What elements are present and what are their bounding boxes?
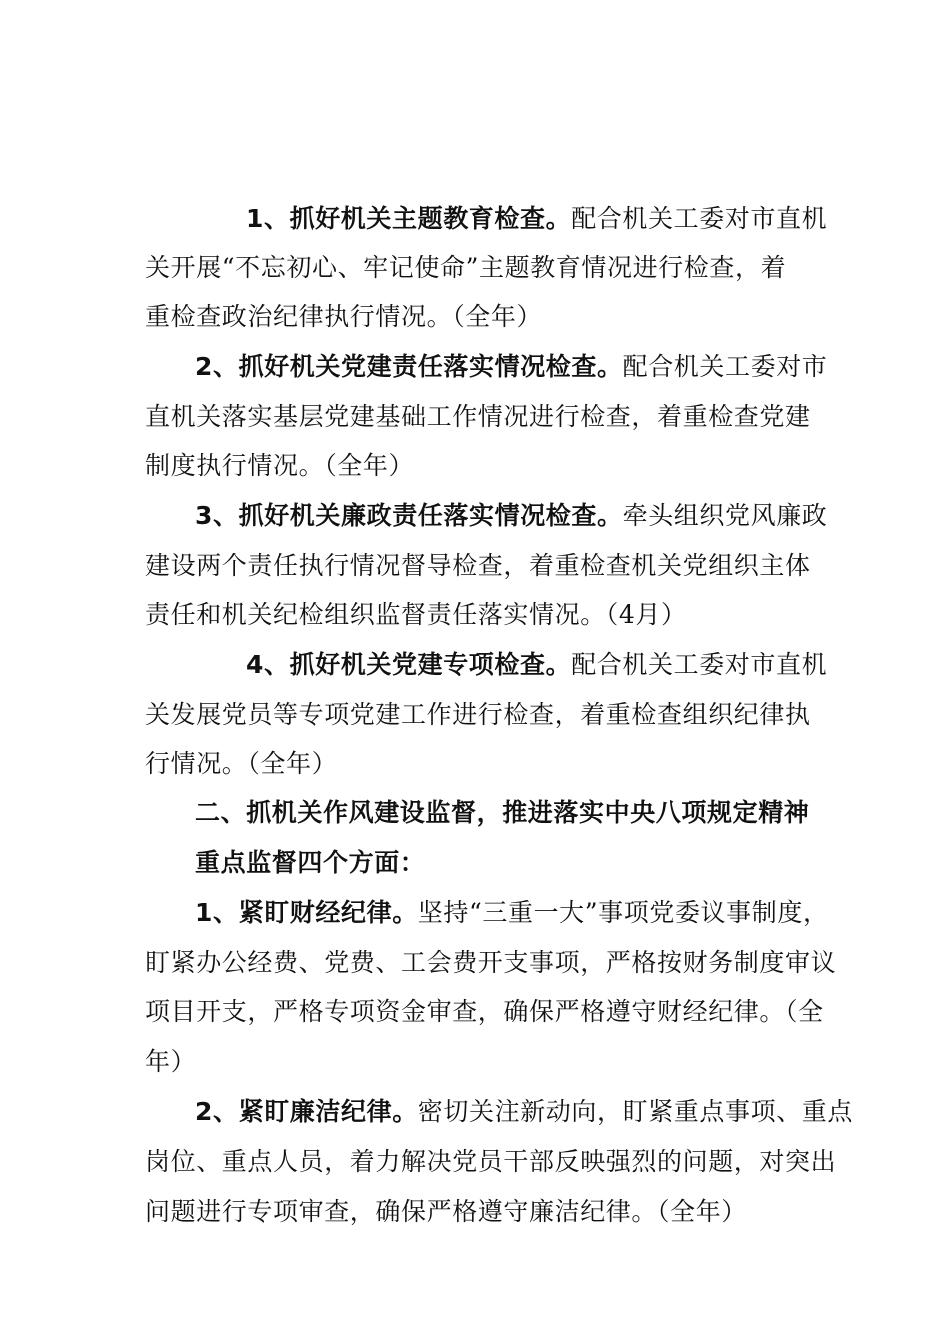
focus-2-text: 密切关注新动向，盯紧重点事项、重点 [417,1097,853,1126]
item-3-line-3: 责任和机关纪检组织监督责任落实情况。（4月） [145,600,687,629]
focus-1-line-3: 项目开支，严格专项资金审查，确保严格遵守财经纪律。（全 [145,997,824,1026]
item-2-title: 2、抓好机关党建责任落实情况检查。 [195,352,623,381]
focus-1-line-1 [195,898,829,928]
focus-2-title: 2、紧盯廉洁纪律。 [195,1097,418,1126]
item-4-text: 配合机关工委对市直机 [571,650,828,679]
item-1-line-1 [246,204,827,234]
section-2-subheading: 重点监督四个方面： [195,848,426,877]
item-1-line-2: 关开展“不忘初心、牢记使命”主题教育情况进行检查，着 [145,253,787,282]
focus-1-text: 坚持“三重一大”事项党委议事制度， [417,898,829,927]
item-3-title: 3、抓好机关廉政责任落实情况检查。 [195,501,623,530]
item-1-line-3: 重检查政治纪律执行情况。（全年） [145,302,543,331]
item-1-text: 配合机关工委对市直机 [571,204,828,233]
item-2-line-3: 制度执行情况。（全年） [145,451,415,480]
item-2-line-1 [195,352,827,382]
item-3-line-1 [195,501,827,531]
section-2-heading: 二、抓机关作风建设监督，推进落实中央八项规定精神 [195,798,810,827]
focus-1-line-2: 盯紧办公经费、党费、工会费开支事项，严格按财务制度审议 [145,948,837,977]
item-1-title: 1、抓好机关主题教育检查。 [246,204,572,233]
item-4-line-1 [246,650,827,680]
focus-2-line-2: 岗位、重点人员，着力解决党员干部反映强烈的问题，对突出 [145,1147,837,1176]
item-2-line-2: 直机关落实基层党建基础工作情况进行检查，着重检查党建 [145,402,811,431]
item-2-text: 配合机关工委对市 [622,352,828,381]
item-3-text: 牵头组织党风廉政 [622,501,828,530]
focus-2-line-3: 问题进行专项审查，确保严格遵守廉洁纪律。（全年） [145,1197,747,1226]
focus-1-title: 1、紧盯财经纪律。 [195,898,418,927]
focus-1-line-4: 年） [145,1047,197,1076]
item-4-line-2: 关发展党员等专项党建工作进行检查，着重检查组织纪律执 [145,700,811,729]
focus-2-line-1 [195,1097,853,1127]
item-4-line-3: 行情况。（全年） [145,749,338,778]
item-4-title: 4、抓好机关党建专项检查。 [246,650,572,679]
item-3-line-2: 建设两个责任执行情况督导检查，着重检查机关党组织主体 [145,551,811,580]
